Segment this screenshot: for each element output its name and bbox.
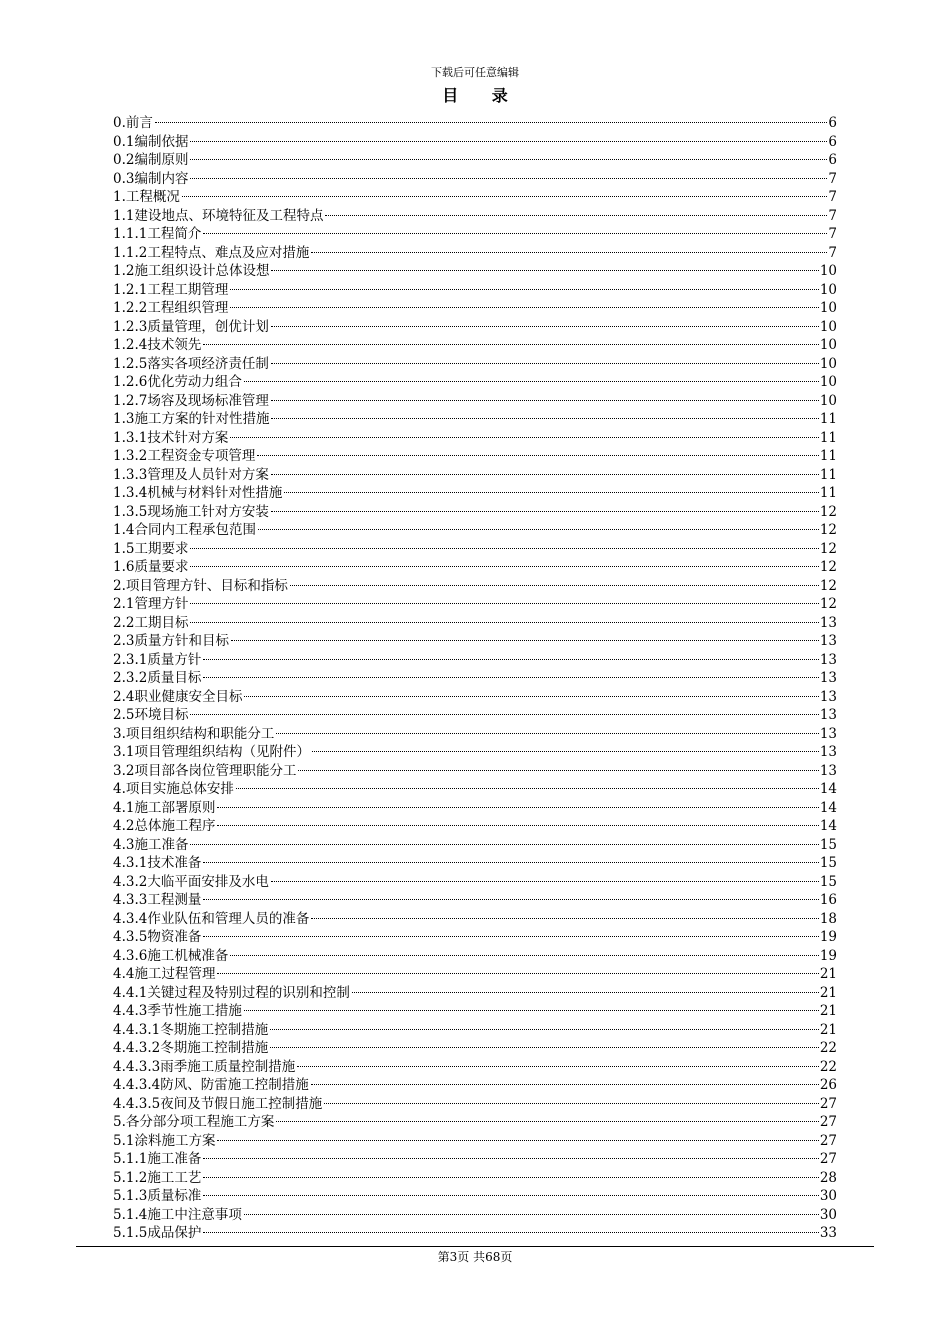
toc-dot-leader <box>297 1066 819 1067</box>
toc-entry-title: 4.项目实施总体安排 <box>113 781 234 797</box>
toc-entry-title: 1.2.2工程组织管理 <box>113 300 229 316</box>
toc-entry-page: 7 <box>828 189 837 205</box>
toc-dot-leader <box>190 548 818 549</box>
toc-entry-page: 11 <box>819 429 837 446</box>
toc-entry[interactable] <box>113 1187 837 1206</box>
toc-entry-page: 13 <box>819 762 837 779</box>
toc-entry-title: 4.3.4作业队伍和管理人员的准备 <box>113 910 310 927</box>
toc-entry-title: 1.3.3管理及人员针对方案 <box>113 466 269 483</box>
toc-entry[interactable] <box>113 725 837 744</box>
toc-entry-page: 10 <box>819 318 837 335</box>
toc-entry[interactable] <box>113 1058 837 1077</box>
toc-entry-title: 1.2.1工程工期管理 <box>113 281 229 298</box>
toc-entry-page: 27 <box>819 1132 837 1149</box>
toc-entry[interactable] <box>113 1150 837 1169</box>
toc-entry[interactable] <box>113 225 837 244</box>
toc-dot-leader <box>155 122 828 123</box>
toc-entry-page: 13 <box>819 744 837 760</box>
toc-dot-leader <box>244 381 819 382</box>
toc-dot-leader <box>203 344 818 345</box>
toc-entry-title: 1.2.4技术领先 <box>113 337 202 353</box>
toc-entry-page: 13 <box>819 707 837 723</box>
toc-dot-leader <box>271 418 818 419</box>
toc-entry-page: 11 <box>819 466 837 483</box>
toc-dot-leader <box>217 825 818 826</box>
toc-entry-title: 0.1编制依据 <box>113 133 189 150</box>
toc-entry-page: 11 <box>819 411 837 427</box>
toc-entry[interactable] <box>113 355 837 374</box>
toc-entry-title: 1.3.4机械与材料针对性措施 <box>113 485 283 501</box>
toc-entry[interactable] <box>113 392 837 411</box>
toc-entry-title: 4.1施工部署原则 <box>113 799 216 816</box>
toc-dot-leader <box>284 492 818 493</box>
toc-entry-page: 13 <box>819 670 837 686</box>
toc-dot-leader <box>276 733 818 734</box>
toc-entry[interactable] <box>113 706 837 725</box>
toc-entry-page: 21 <box>819 1021 837 1038</box>
toc-entry-title: 2.项目管理方针、目标和指标 <box>113 577 288 594</box>
toc-entry[interactable] <box>113 873 837 892</box>
toc-entry[interactable] <box>113 595 837 614</box>
toc-dot-leader <box>276 1121 818 1122</box>
toc-entry-title: 4.4.3.4防风、防雷施工控制措施 <box>113 1077 309 1093</box>
toc-entry[interactable] <box>113 836 837 855</box>
toc-dot-leader <box>311 918 818 919</box>
toc-dot-leader <box>190 159 827 160</box>
toc-entry[interactable] <box>113 651 837 670</box>
toc-entry-page: 18 <box>819 910 837 927</box>
toc-dot-leader <box>271 400 819 401</box>
toc-dot-leader <box>203 1195 818 1196</box>
toc-entry-page: 14 <box>819 818 837 834</box>
toc-entry[interactable] <box>113 762 837 781</box>
toc-title: 目 录 <box>442 86 522 105</box>
toc-dot-leader <box>352 992 819 993</box>
toc-entry-title: 4.3施工准备 <box>113 836 189 853</box>
toc-entry-page: 6 <box>828 133 837 150</box>
toc-dot-leader <box>270 1029 819 1030</box>
toc-dot-leader <box>290 585 819 586</box>
toc-entry[interactable] <box>113 947 837 966</box>
toc-entry-title: 3.2项目部各岗位管理职能分工 <box>113 762 297 779</box>
toc-entry-title: 0.3编制内容 <box>113 170 189 187</box>
toc-dot-leader <box>311 1084 819 1085</box>
toc-entry-title: 1.1.1工程简介 <box>113 226 202 242</box>
toc-entry-title: 1.3.1技术针对方案 <box>113 429 229 446</box>
footer-divider <box>76 1246 874 1247</box>
toc-dot-leader <box>190 622 818 623</box>
toc-entry-page: 26 <box>819 1077 837 1093</box>
toc-entry[interactable] <box>113 466 837 485</box>
toc-dot-leader <box>217 1140 818 1141</box>
toc-dot-leader <box>217 973 818 974</box>
toc-entry[interactable] <box>113 1002 837 1021</box>
toc-entry-title: 3.项目组织结构和职能分工 <box>113 725 275 742</box>
toc-entry[interactable] <box>113 503 837 522</box>
toc-dot-leader <box>230 955 818 956</box>
toc-entry-title: 1.1建设地点、环境特征及工程特点 <box>113 207 324 224</box>
toc-dot-leader <box>325 215 827 216</box>
toc-entry-page: 15 <box>819 836 837 853</box>
toc-entry-title: 4.4.1关键过程及特别过程的识别和控制 <box>113 984 350 1001</box>
toc-entry-page: 10 <box>819 337 837 353</box>
toc-entry-title: 5.1.3质量标准 <box>113 1188 202 1204</box>
toc-entry-title: 4.3.3工程测量 <box>113 892 202 908</box>
toc-dot-leader <box>257 455 818 456</box>
toc-entry-title: 4.4.3.5夜间及节假日施工控制措施 <box>113 1095 323 1112</box>
toc-entry-title: 2.4职业健康安全目标 <box>113 688 243 705</box>
toc-entry-title: 2.3.2质量目标 <box>113 670 202 686</box>
toc-entry[interactable] <box>113 780 837 799</box>
toc-entry-page: 11 <box>819 485 837 501</box>
toc-entry[interactable] <box>113 244 837 263</box>
toc-entry-page: 30 <box>819 1188 837 1204</box>
toc-dot-leader <box>231 640 819 641</box>
toc-entry-title: 4.2总体施工程序 <box>113 818 216 834</box>
toc-dot-leader <box>203 1177 818 1178</box>
toc-entry[interactable] <box>113 577 837 596</box>
toc-entry[interactable] <box>113 1076 837 1095</box>
toc-dot-leader <box>190 141 827 142</box>
toc-entry-page: 19 <box>819 947 837 964</box>
toc-entry-page: 21 <box>819 966 837 982</box>
toc-entry[interactable] <box>113 1113 837 1132</box>
toc-entry[interactable] <box>113 688 837 707</box>
toc-dot-leader <box>271 881 819 882</box>
toc-dot-leader <box>230 289 818 290</box>
toc-entry-title: 5.1.2施工工艺 <box>113 1169 202 1186</box>
toc-entry-title: 2.1管理方针 <box>113 596 189 612</box>
toc-entry[interactable] <box>113 188 837 207</box>
toc-entry-title: 1.3.5现场施工针对方安装 <box>113 503 269 520</box>
toc-entry[interactable] <box>113 891 837 910</box>
toc-entry[interactable] <box>113 558 837 577</box>
toc-entry[interactable] <box>113 928 837 947</box>
toc-entry-page: 12 <box>819 540 837 557</box>
toc-dot-leader <box>203 936 818 937</box>
toc-dot-leader <box>203 233 827 234</box>
toc-entry[interactable] <box>113 114 837 133</box>
toc-entry-page: 7 <box>828 244 837 261</box>
toc-entry-page: 10 <box>819 263 837 279</box>
toc-entry-title: 3.1项目管理组织结构（见附件） <box>113 744 310 760</box>
toc-entry[interactable] <box>113 799 837 818</box>
toc-entry-title: 1.3施工方案的针对性措施 <box>113 411 270 427</box>
toc-entry-page: 19 <box>819 929 837 945</box>
toc-dot-leader <box>271 270 818 271</box>
toc-dot-leader <box>298 770 818 771</box>
toc-entry-title: 4.4.3.1冬期施工控制措施 <box>113 1021 269 1038</box>
toc-dot-leader <box>190 844 818 845</box>
toc-dot-leader <box>271 474 819 475</box>
toc-dot-leader <box>324 1103 819 1104</box>
toc-entry-title: 1.2施工组织设计总体设想 <box>113 263 270 279</box>
toc-dot-leader <box>244 1010 819 1011</box>
toc-entry-title: 1.工程概况 <box>113 189 180 205</box>
toc-entry[interactable] <box>113 373 837 392</box>
toc-entry-page: 10 <box>819 374 837 390</box>
toc-entry-page: 10 <box>819 300 837 316</box>
toc-entry-page: 10 <box>819 281 837 298</box>
toc-entry-page: 14 <box>819 799 837 816</box>
toc-entry-title: 1.4合同内工程承包范围 <box>113 522 256 538</box>
toc-entry-title: 2.2工期目标 <box>113 614 189 631</box>
toc-dot-leader <box>217 807 818 808</box>
table-of-contents <box>113 114 837 1243</box>
toc-entry-title: 5.1.4施工中注意事项 <box>113 1206 242 1223</box>
toc-entry-title: 1.2.6优化劳动力组合 <box>113 374 242 390</box>
toc-entry-title: 4.3.6施工机械准备 <box>113 947 229 964</box>
toc-entry-title: 0.前言 <box>113 115 153 131</box>
toc-entry-title: 4.4.3.3雨季施工质量控制措施 <box>113 1058 296 1075</box>
toc-entry-title: 1.1.2工程特点、难点及应对措施 <box>113 244 310 261</box>
toc-entry[interactable] <box>113 1095 837 1114</box>
toc-entry[interactable] <box>113 133 837 152</box>
toc-dot-leader <box>190 178 827 179</box>
toc-entry[interactable] <box>113 447 837 466</box>
toc-entry-page: 12 <box>819 577 837 594</box>
toc-dot-leader <box>203 1158 818 1159</box>
toc-entry-page: 22 <box>819 1058 837 1075</box>
toc-entry-page: 30 <box>819 1206 837 1223</box>
toc-dot-leader <box>190 566 818 567</box>
toc-entry-page: 11 <box>819 448 837 464</box>
toc-entry-page: 13 <box>819 614 837 631</box>
toc-dot-leader <box>258 529 819 530</box>
toc-entry-title: 0.2编制原则 <box>113 152 189 168</box>
toc-entry-title: 1.2.3质量管理，创优计划 <box>113 318 269 335</box>
toc-entry-title: 4.3.1技术准备 <box>113 855 202 871</box>
toc-entry-title: 1.5工期要求 <box>113 540 189 557</box>
toc-entry-title: 5.1.1施工准备 <box>113 1151 202 1167</box>
toc-dot-leader <box>203 862 818 863</box>
toc-entry-title: 4.4.3季节性施工措施 <box>113 1003 242 1019</box>
toc-dot-leader <box>203 677 818 678</box>
toc-entry[interactable] <box>113 299 837 318</box>
toc-entry-title: 5.1涂料施工方案 <box>113 1132 216 1149</box>
toc-entry-page: 33 <box>819 1225 837 1241</box>
toc-entry-page: 13 <box>819 651 837 668</box>
toc-dot-leader <box>244 1214 819 1215</box>
toc-dot-leader <box>203 659 818 660</box>
toc-dot-leader <box>203 899 818 900</box>
toc-dot-leader <box>190 603 818 604</box>
toc-entry-page: 28 <box>819 1169 837 1186</box>
toc-entry-title: 1.2.7场容及现场标准管理 <box>113 392 269 409</box>
toc-entry-page: 12 <box>819 559 837 575</box>
toc-dot-leader <box>190 714 818 715</box>
toc-dot-leader <box>236 788 819 789</box>
toc-entry-page: 21 <box>819 1003 837 1019</box>
toc-entry-page: 27 <box>819 1095 837 1112</box>
toc-entry[interactable] <box>113 1039 837 1058</box>
toc-entry[interactable] <box>113 429 837 448</box>
toc-dot-leader <box>311 252 827 253</box>
toc-entry[interactable] <box>113 1169 837 1188</box>
toc-dot-leader <box>230 307 818 308</box>
toc-entry[interactable] <box>113 1132 837 1151</box>
toc-entry-page: 13 <box>819 688 837 705</box>
toc-entry-title: 1.3.2工程资金专项管理 <box>113 448 256 464</box>
toc-entry-title: 4.3.5物资准备 <box>113 929 202 945</box>
toc-entry-title: 4.4施工过程管理 <box>113 966 216 982</box>
toc-entry[interactable] <box>113 1021 837 1040</box>
toc-entry[interactable] <box>113 540 837 559</box>
header-note: 下载后可任意编辑 <box>431 66 519 79</box>
toc-entry-page: 13 <box>819 633 837 649</box>
toc-entry-title: 1.6质量要求 <box>113 559 189 575</box>
toc-dot-leader <box>271 511 819 512</box>
toc-entry-page: 15 <box>819 855 837 871</box>
toc-entry[interactable] <box>113 1206 837 1225</box>
toc-dot-leader <box>312 751 819 752</box>
toc-entry-page: 16 <box>819 892 837 908</box>
toc-entry-page: 12 <box>819 596 837 612</box>
toc-entry[interactable] <box>113 854 837 873</box>
toc-entry[interactable] <box>113 910 837 929</box>
toc-entry[interactable] <box>113 484 837 503</box>
toc-entry-page: 27 <box>819 1114 837 1130</box>
toc-dot-leader <box>271 326 819 327</box>
toc-entry[interactable] <box>113 817 837 836</box>
toc-entry-page: 7 <box>828 170 837 187</box>
toc-dot-leader <box>244 696 818 697</box>
footer-page-number: 第3页 共68页 <box>437 1250 513 1264</box>
toc-entry[interactable] <box>113 984 837 1003</box>
toc-entry[interactable] <box>113 632 837 651</box>
toc-entry[interactable] <box>113 1224 837 1243</box>
toc-entry[interactable] <box>113 336 837 355</box>
toc-entry-page: 12 <box>819 503 837 520</box>
toc-entry[interactable] <box>113 262 837 281</box>
toc-dot-leader <box>230 437 818 438</box>
toc-entry-page: 7 <box>828 207 837 224</box>
toc-entry[interactable] <box>113 521 837 540</box>
toc-entry-title: 5.各分部分项工程施工方案 <box>113 1114 275 1130</box>
toc-entry-page: 14 <box>819 781 837 797</box>
toc-entry[interactable] <box>113 614 837 633</box>
toc-entry-page: 7 <box>828 226 837 242</box>
toc-entry[interactable] <box>113 669 837 688</box>
toc-entry[interactable] <box>113 281 837 300</box>
toc-entry[interactable] <box>113 743 837 762</box>
toc-entry-title: 4.3.2大临平面安排及水电 <box>113 873 269 890</box>
toc-entry[interactable] <box>113 207 837 226</box>
toc-dot-leader <box>270 1047 819 1048</box>
toc-entry-page: 27 <box>819 1151 837 1167</box>
toc-entry-page: 6 <box>828 152 837 168</box>
toc-entry-title: 4.4.3.2冬期施工控制措施 <box>113 1040 269 1056</box>
toc-entry-page: 15 <box>819 873 837 890</box>
toc-entry-title: 2.5环境目标 <box>113 707 189 723</box>
toc-entry-title: 2.3质量方针和目标 <box>113 633 229 649</box>
toc-entry-page: 6 <box>828 115 837 131</box>
toc-entry-title: 5.1.5成品保护 <box>113 1225 202 1241</box>
toc-entry-page: 13 <box>819 725 837 742</box>
toc-dot-leader <box>203 1232 818 1233</box>
toc-entry-page: 22 <box>819 1040 837 1056</box>
toc-entry[interactable] <box>113 151 837 170</box>
toc-entry-page: 21 <box>819 984 837 1001</box>
toc-entry[interactable] <box>113 170 837 189</box>
toc-entry-page: 10 <box>819 392 837 409</box>
toc-entry-title: 2.3.1质量方针 <box>113 651 202 668</box>
toc-entry[interactable] <box>113 410 837 429</box>
toc-dot-leader <box>182 196 828 197</box>
toc-entry[interactable] <box>113 965 837 984</box>
toc-entry-page: 10 <box>819 355 837 372</box>
toc-entry-page: 12 <box>819 522 837 538</box>
toc-dot-leader <box>271 363 819 364</box>
toc-entry[interactable] <box>113 318 837 337</box>
toc-entry-title: 1.2.5落实各项经济责任制 <box>113 355 269 372</box>
